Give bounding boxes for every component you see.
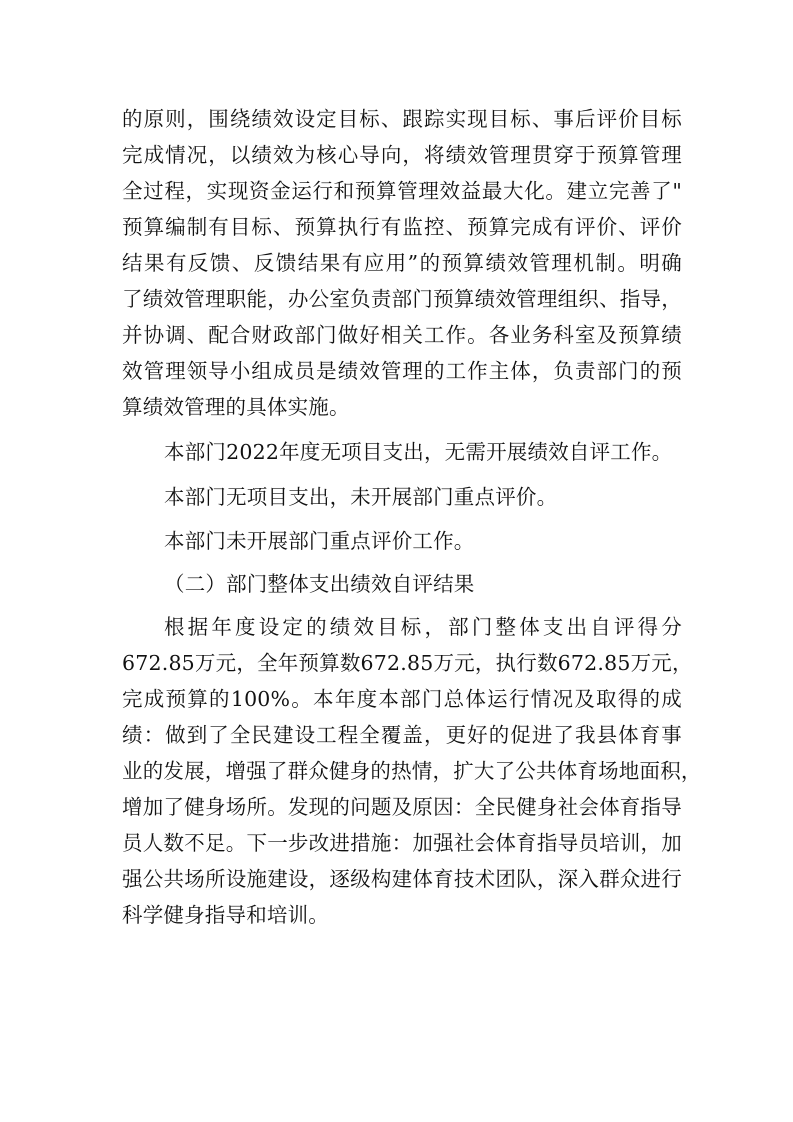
paragraph-1-line-9: 算绩效管理的具体实施。	[122, 395, 350, 419]
paragraph-1-line-6: 了绩效管理职能，办公室负责部门预算绩效管理组织、指导，	[122, 287, 682, 311]
paragraph-5-line-6: 增加了健身场所。发现的问题及原因：全民健身社会体育指导	[122, 795, 682, 819]
paragraph-1-line-8: 效管理领导小组成员是绩效管理的工作主体，负责部门的预	[122, 359, 682, 383]
paragraph-5-line-9: 科学健身指导和培训。	[122, 903, 329, 927]
paragraph-1-line-7: 并协调、配合财政部门做好相关工作。各业务科室及预算绩	[122, 323, 682, 347]
paragraph-1-line-5: 结果有反馈、反馈结果有应用”的预算绩效管理机制。明确	[122, 251, 682, 275]
paragraph-1-line-2: 完成情况，以绩效为核心导向，将绩效管理贯穿于预算管理	[122, 143, 682, 167]
paragraph-5-line-1: 根据年度设定的绩效目标，部门整体支出自评得分	[164, 615, 682, 639]
paragraph-5-line-4: 绩：做到了全民建设工程全覆盖，更好的促进了我县体育事	[122, 723, 682, 747]
paragraph-5-line-2: 672.85万元，全年预算数672.85万元，执行数672.85万元，	[122, 651, 693, 675]
section-heading: （二）部门整体支出绩效自评结果	[164, 572, 475, 596]
paragraph-5-line-3: 完成预算的100%。本年度本部门总体运行情况及取得的成	[122, 687, 682, 711]
paragraph-1-line-4: 预算编制有目标、预算执行有监控、预算完成有评价、评价	[122, 215, 682, 239]
paragraph-1-line-3: 全过程，实现资金运行和预算管理效益最大化。建立完善了"	[122, 179, 682, 203]
paragraph-4: 本部门未开展部门重点评价工作。	[164, 529, 475, 553]
paragraph-5-line-5: 业的发展，增强了群众健身的热情，扩大了公共体育场地面积，	[122, 759, 702, 783]
paragraph-1-line-1: 的原则，围绕绩效设定目标、跟踪实现目标、事后评价目标	[122, 107, 682, 131]
paragraph-2: 本部门2022年度无项目支出，无需开展绩效自评工作。	[164, 440, 673, 464]
paragraph-5-line-7: 员人数不足。下一步改进措施：加强社会体育指导员培训，加	[122, 831, 682, 855]
paragraph-3: 本部门无项目支出，未开展部门重点评价。	[164, 485, 558, 509]
paragraph-5-line-8: 强公共场所设施建设，逐级构建体育技术团队，深入群众进行	[122, 867, 682, 891]
